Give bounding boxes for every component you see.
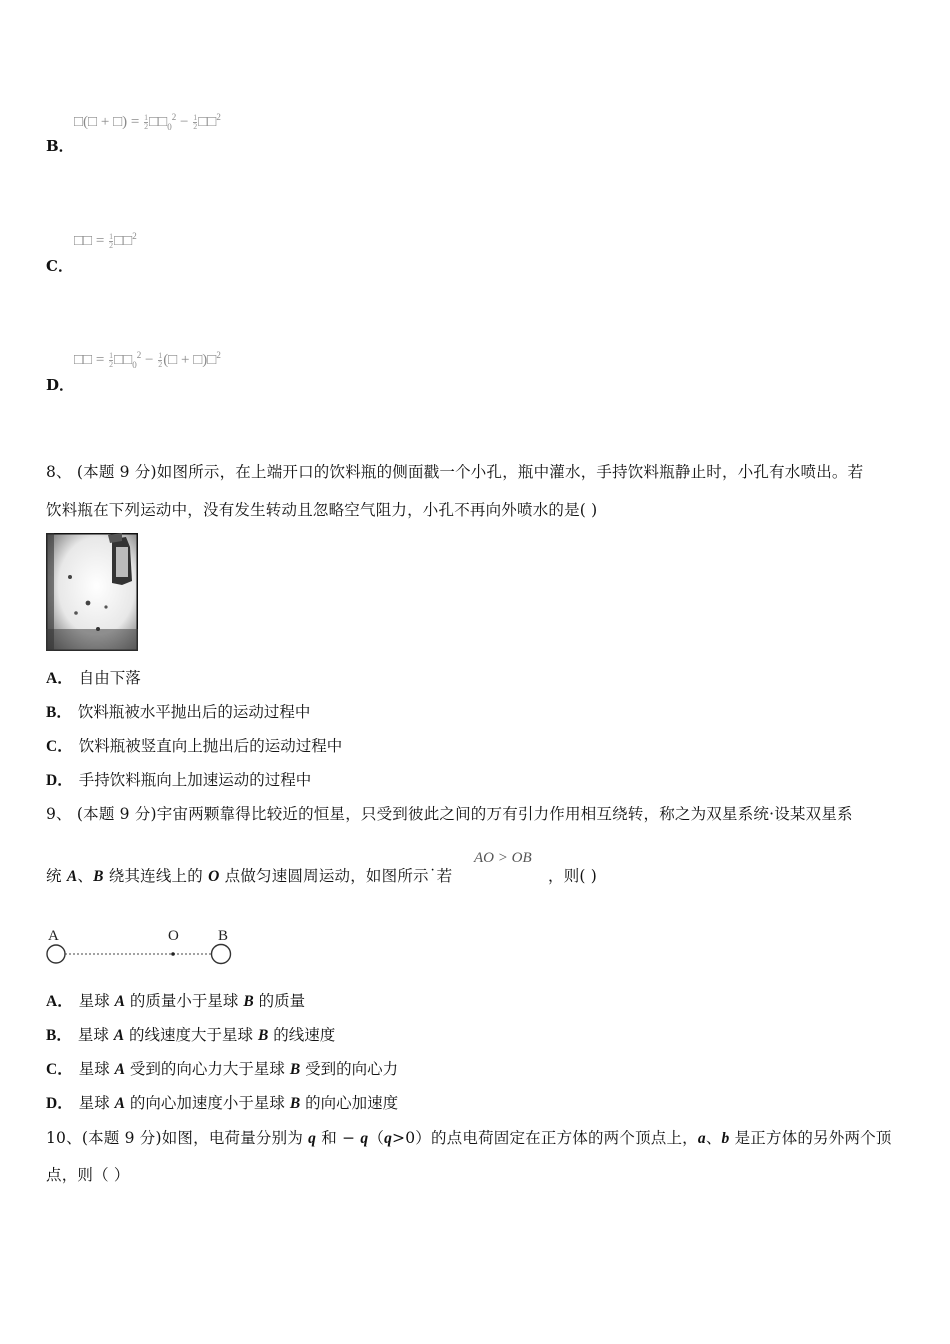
q8-stem-line2: 饮料瓶在下列运动中，没有发生转动且忽略空气阻力，小孔不再向外喷水的是( ) <box>46 501 598 519</box>
option-c-formula: □□ = $\frac{1}{2}$ □□$^2$ <box>74 231 137 251</box>
q9-binary-star-diagram <box>40 924 240 968</box>
q9-inequality: AO > OB <box>474 850 532 866</box>
q9-choice-b[interactable]: B． 星球 A 的线速度大于星球 B 的线速度 <box>46 1026 336 1044</box>
center-point-o <box>171 952 175 956</box>
q9-choice-c[interactable]: C． 星球 A 受到的向心力大于星球 B 受到的向心力 <box>46 1060 399 1078</box>
q9-choice-d[interactable]: D． 星球 A 的向心加速度小于星球 B 的向心加速度 <box>46 1094 399 1112</box>
q8-stem-line1: 8、 (本题 9 分)如图所示，在上端开口的饮料瓶的侧面戳一个小孔，瓶中灌水，手持饮料瓶静止时，小孔有水喷出。若 <box>46 463 864 481</box>
q10-stem-line1: 10、(本题 9 分)如图，电荷量分别为 q 和 − q（q>0）的点电荷固定在正方体的两个顶点上，a、b 是正方体的另外两个顶 <box>46 1129 892 1147</box>
q8-choice-c[interactable]: C． 饮料瓶被竖直向上抛出后的运动过程中 <box>46 737 343 755</box>
q10-stem-line2: 点，则（ ） <box>46 1166 130 1184</box>
q9-stem-line1: 9、 (本题 9 分)宇宙两颗靠得比较近的恒星，只受到彼此之间的万有引力作用相互绕转，称之为双星系统·设某双星系 <box>46 805 853 823</box>
q8-bottle-photo <box>46 533 138 651</box>
option-d-label[interactable]: D． <box>46 376 75 394</box>
option-d-formula: □□ = $\frac{1}{2}$ $□□_0^2$ − $\frac{1}{2}$ (□ + □)□$^2$ <box>74 350 221 370</box>
star-b-circle <box>212 945 231 964</box>
star-a-circle <box>47 945 65 963</box>
q9-stem-tail: ，则( ) <box>548 867 598 885</box>
option-c-label[interactable]: C． <box>46 257 73 275</box>
q8-choice-d[interactable]: D． 手持饮料瓶向上加速运动的过程中 <box>46 771 312 789</box>
q9-choice-a[interactable]: A． 星球 A 的质量小于星球 B 的质量 <box>46 992 306 1010</box>
option-b-label[interactable]: B． <box>46 137 74 155</box>
diagram-label-b: B <box>218 928 229 944</box>
q8-choice-a[interactable]: A． 自由下落 <box>46 669 141 687</box>
diagram-label-o: O <box>168 928 179 944</box>
q8-choice-b[interactable]: B． 饮料瓶被水平抛出后的运动过程中 <box>46 703 311 721</box>
option-b-formula: □(□ + □) = $\frac{1}{2}$ $□□_0^2$ − $\frac{1}{2}$ □□$^2$ <box>74 112 221 132</box>
q9-stem-line2: 统 A、B 绕其连线上的 O 点做匀速圆周运动，如图所示˙若 <box>46 867 453 885</box>
diagram-label-a: A <box>48 928 59 944</box>
